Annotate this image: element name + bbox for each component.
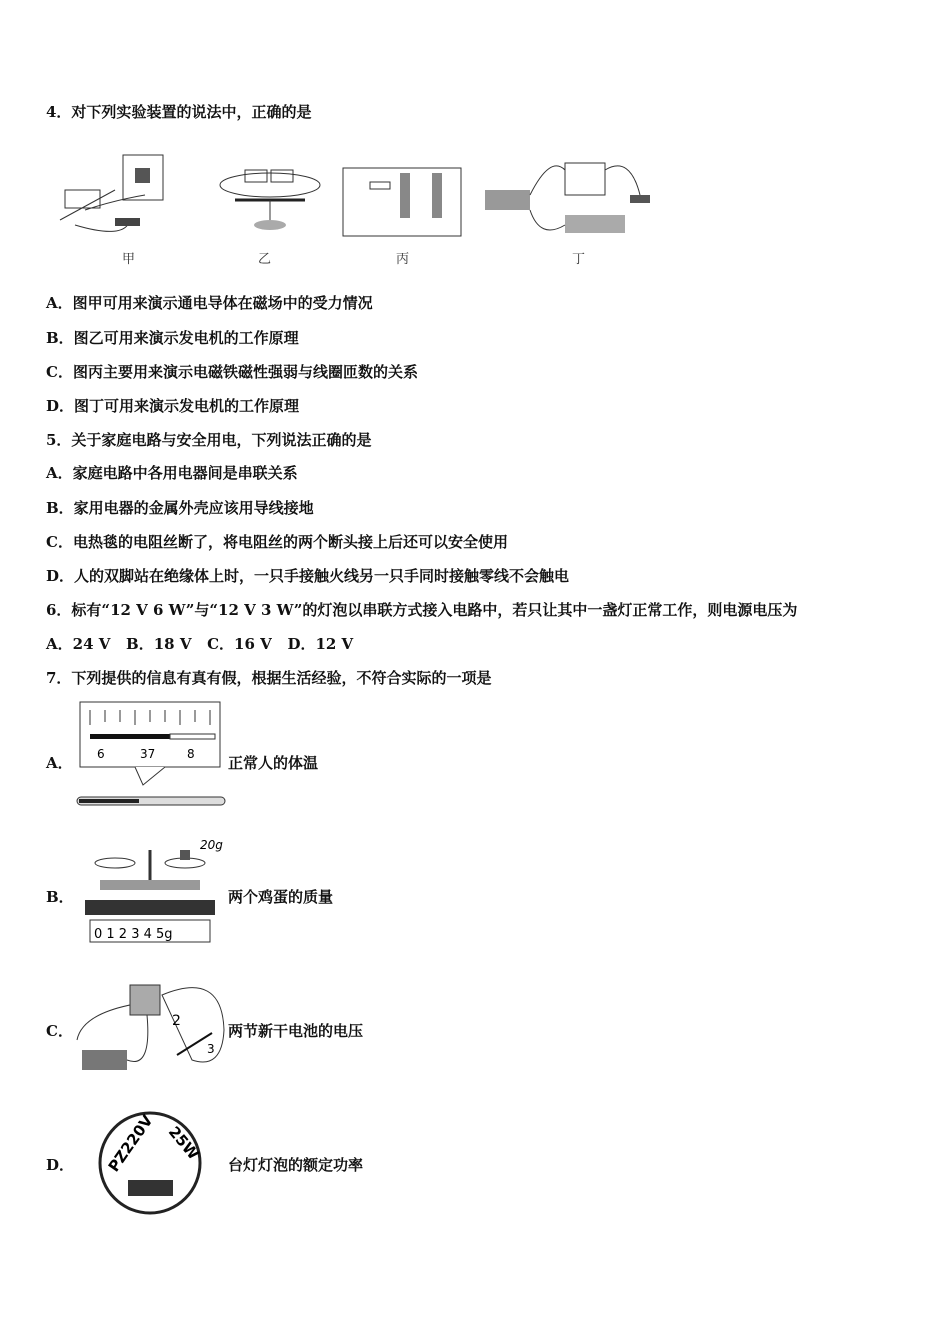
q4-option-a: A．图甲可用来演示通电导体在磁场中的受力情况 (46, 294, 373, 312)
q7-option-b-letter: B． (46, 888, 74, 906)
q4-option-c: C．图丙主要用来演示电磁铁磁性强弱与线圈匝数的关系 (46, 363, 418, 381)
voltmeter-figure (72, 975, 227, 1080)
q7-option-a-text: 正常人的体温 (228, 754, 319, 772)
thermo-label-8: 8 (187, 747, 195, 761)
q7-option-b-text: 两个鸡蛋的质量 (228, 888, 334, 906)
thermo-label-6: 6 (97, 747, 105, 761)
q6-stem: 6．标有“12 V 6 W”与“12 V 3 W”的灯泡以串联方式接入电路中，若只让其中一盏灯正常工作，则电源电压为 (46, 601, 798, 619)
q7-option-c-text: 两节新干电池的电压 (228, 1022, 364, 1040)
q7-option-a-letter: A． (46, 754, 73, 772)
weight-label: 20g (200, 838, 223, 852)
voltmeter-label-2: 2 (172, 1013, 181, 1029)
q5-option-c: C．电热毯的电阻丝断了，将电阻丝的两个断头接上后还可以安全使用 (46, 533, 508, 551)
figure-yi-apparatus (215, 160, 325, 240)
q5-stem: 5．关于家庭电路与安全用电，下列说法正确的是 (46, 431, 372, 449)
figure-label-yi: 乙 (258, 252, 272, 267)
figure-jia-apparatus (55, 150, 175, 240)
q7-stem: 7．下列提供的信息有真有假，根据生活经验，不符合实际的一项是 (46, 669, 492, 687)
q5-option-a: A．家庭电路中各用电器间是串联关系 (46, 464, 298, 482)
bulb-voltage-label: PZ220V (104, 1111, 157, 1176)
q7-option-d-letter: D． (46, 1156, 75, 1174)
voltmeter-label-3: 3 (207, 1042, 215, 1056)
thermo-label-37: 37 (140, 747, 156, 761)
bulb-label-figure (93, 1108, 208, 1218)
q6-options: A．24 V B．18 V C．16 V D．12 V (46, 635, 354, 653)
bulb-power-label: 25W (164, 1122, 203, 1164)
figure-label-jia: 甲 (122, 252, 136, 267)
q4-option-d: D．图丁可用来演示发电机的工作原理 (46, 397, 300, 415)
figure-label-ding: 丁 (572, 252, 586, 267)
scale-reading: 0 1 2 3 4 5g (94, 927, 173, 942)
thermometer-figure (75, 700, 227, 812)
figure-label-bing: 丙 (396, 252, 410, 267)
q4-option-b: B．图乙可用来演示发电机的工作原理 (46, 329, 299, 347)
figure-ding-apparatus (480, 155, 660, 240)
balance-scale-figure (80, 835, 225, 947)
q7-option-d-text: 台灯灯泡的额定功率 (228, 1156, 364, 1174)
figure-bing-circuit (340, 158, 465, 240)
q7-option-c-letter: C． (46, 1022, 73, 1040)
q4-stem: 4．对下列实验装置的说法中，正确的是 (46, 103, 312, 121)
q5-option-d: D．人的双脚站在绝缘体上时，一只手接触火线另一只手同时接触零线不会触电 (46, 567, 570, 585)
q5-option-b: B．家用电器的金属外壳应该用导线接地 (46, 499, 314, 517)
